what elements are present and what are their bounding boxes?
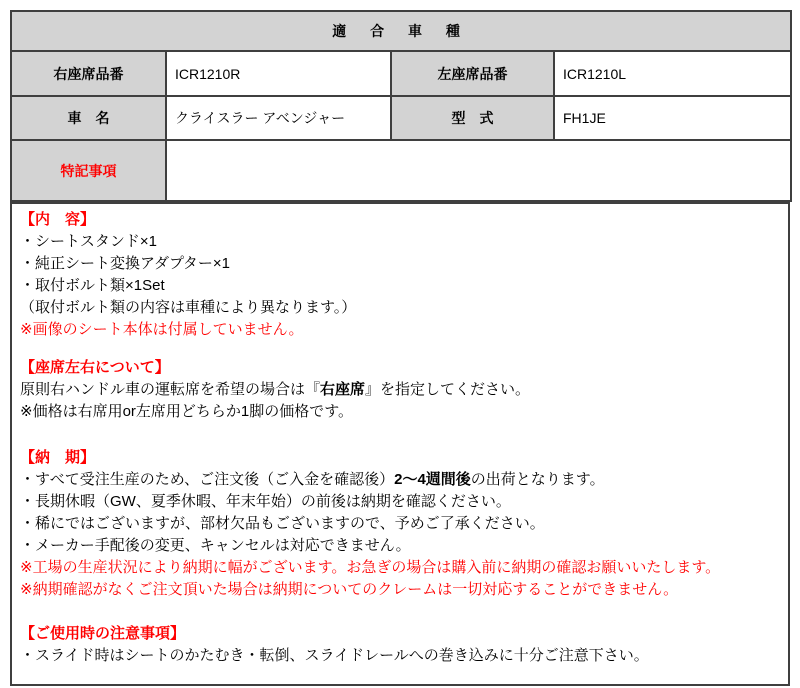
delivery-warning1: ※工場の生産状況により納期に幅がございます。お急ぎの場合は購入前に納期の確認お願いいたします。	[20, 559, 721, 576]
delivery-line1-post: の出荷となります。	[470, 471, 605, 488]
delivery-line2: ・長期休暇（GW、夏季休暇、年末年始）の前後は納期を確認ください。	[20, 493, 511, 510]
model-code-value: FH1JE	[554, 96, 791, 140]
delivery-line1-pre: ・すべて受注生産のため、ご注文後（ご入金を確認後）	[20, 471, 395, 488]
seat-side-line1-post: 』を指定してください。	[365, 381, 531, 398]
contents-line: ・純正シート変換アダプター×1	[20, 255, 231, 272]
car-name-label: 車 名	[11, 96, 166, 140]
seat-side-line2: ※価格は右席用or左席用どちらか1脚の価格です。	[20, 403, 354, 420]
special-notes-label: 特記事項	[11, 140, 166, 201]
special-notes-value	[166, 140, 791, 201]
contents-heading: 【内 容】	[20, 211, 96, 228]
seat-side-heading: 【座席左右について】	[20, 359, 170, 376]
usage-line1: ・スライド時はシートのかたむき・転倒、スライドレールへの巻き込みに十分ご注意下さい。	[20, 647, 649, 664]
seat-side-line1-bold: 右座席	[320, 381, 366, 398]
contents-line: ・シートスタンド×1	[20, 233, 157, 250]
notes-box	[10, 202, 790, 686]
usage-heading: 【ご使用時の注意事項】	[20, 625, 186, 642]
section-spacer	[20, 601, 780, 623]
vehicle-spec-table	[10, 10, 792, 202]
page-title: 適 合 車 種	[11, 11, 791, 51]
section-spacer	[20, 341, 780, 357]
right-seat-part-number: ICR1210R	[166, 51, 391, 96]
contents-warning: ※画像のシート本体は付属していません。	[20, 321, 304, 338]
part-number-row	[11, 51, 791, 96]
delivery-warning2: ※納期確認がなくご注文頂いた場合は納期についてのクレームは一切対応することができません。	[20, 581, 679, 598]
right-seat-part-label: 右座席品番	[11, 51, 166, 96]
section-spacer	[20, 423, 780, 447]
car-name-value: クライスラー アベンジャー	[166, 96, 391, 140]
left-seat-part-label: 左座席品番	[391, 51, 554, 96]
delivery-line1-bold: 2～4週間後	[394, 471, 471, 488]
delivery-line4: ・メーカー手配後の変更、キャンセルは対応できません。	[20, 537, 411, 554]
model-code-label: 型 式	[391, 96, 554, 140]
delivery-line1	[20, 469, 780, 491]
contents-line: ・取付ボルト類×1Set	[20, 277, 165, 294]
seat-side-line1	[20, 379, 780, 401]
seat-side-line1-pre: 原則右ハンドル車の運転席を希望の場合は『	[20, 381, 321, 398]
car-name-row	[11, 96, 791, 140]
title-row	[11, 11, 791, 51]
special-notes-row	[11, 140, 791, 201]
contents-line: （取付ボルト類の内容は車種により異なります。）	[20, 299, 357, 316]
delivery-line3: ・稀にではございますが、部材欠品もございますので、予めご了承ください。	[20, 515, 545, 532]
delivery-heading: 【納 期】	[20, 449, 96, 466]
left-seat-part-number: ICR1210L	[554, 51, 791, 96]
